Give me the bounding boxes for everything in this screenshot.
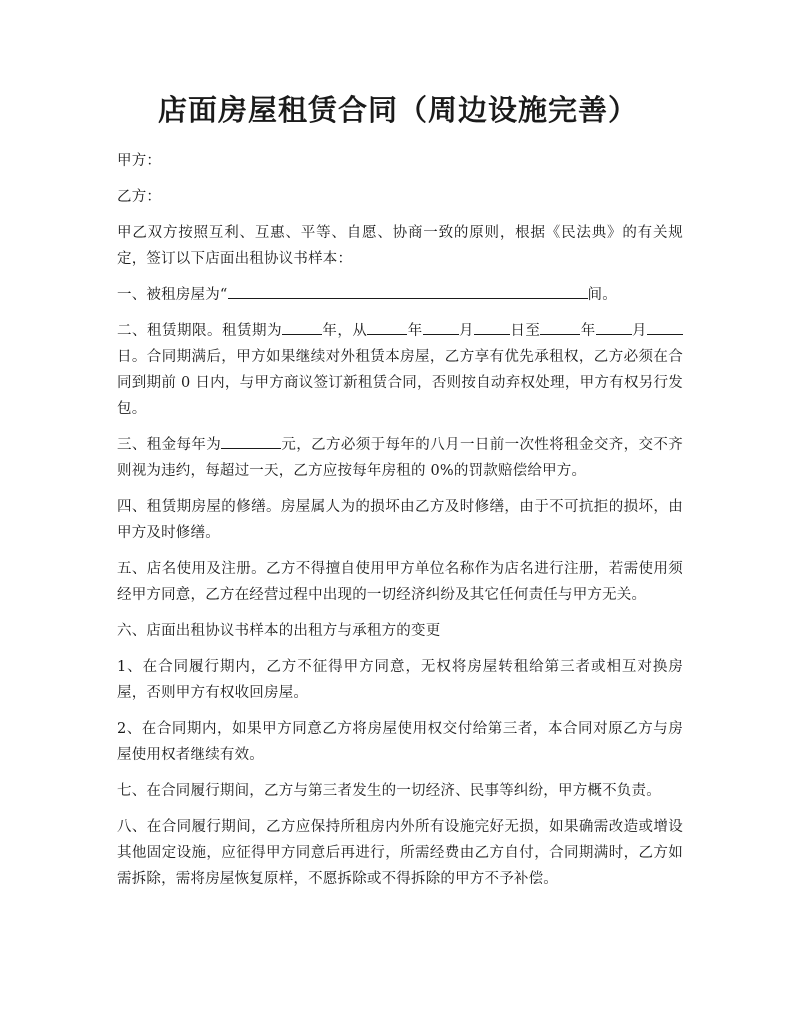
clause-4: 四、租赁期房屋的修缮。房屋属人为的损坏由乙方及时修缮，由于不可抗拒的损坏，由甲方及时修缮。 (117, 499, 683, 541)
end-day-blank[interactable] (647, 318, 683, 335)
clause-2-text-6: 年 (580, 323, 596, 339)
clause-2-text-5: 日至 (510, 323, 541, 339)
party-a-line: 甲方： (117, 153, 162, 169)
clause-7: 七、在合同履行期间，乙方与第三者发生的一切经济、民事等纠纷，甲方概不负责。 (117, 783, 661, 799)
clause-3 (117, 432, 683, 484)
clause-2-text-8: 日。合同期满后，甲方如果继续对外租赁本房屋，乙方享有优先承租权，乙方必须在合同到期前 0 日内，与甲方商议签订新租赁合同，否则按自动弃权处理，甲方有权另行发包。 (117, 349, 683, 417)
clause-6-item-2: 2、在合同期内，如果甲方同意乙方将房屋使用权交付给第三者，本合同对原乙方与房屋使用权者继续有效。 (117, 721, 683, 763)
end-month-blank[interactable] (596, 318, 632, 335)
party-b-line: 乙方： (117, 189, 162, 205)
house-location-blank[interactable] (228, 282, 588, 299)
start-day-blank[interactable] (474, 318, 510, 335)
start-month-blank[interactable] (423, 318, 459, 335)
document-body (117, 148, 683, 902)
clause-1-text-after: 间。 (587, 287, 617, 303)
clause-1-text-before: 一、被租房屋为“ (117, 287, 228, 303)
clause-2-text-2: 年，从 (322, 323, 368, 339)
clause-3-text-before: 三、租金每年为 (117, 437, 222, 453)
clause-2 (117, 318, 683, 422)
clause-8: 八、在合同履行期间，乙方应保持所租房内外所有设施完好无损，如果确需改造或增设其他固定设施，应征得甲方同意后再进行，所需经费由乙方自付，合同期满时，乙方如需拆除，需将房屋恢复原样，不愿拆除或不得拆除的甲方不予补偿。 (117, 819, 683, 887)
clause-3-text-after: 元，乙方必须于每年的八月一日前一次性将租金交齐，交不齐则视为违约，每超过一天，乙方应按每年房租的 0%的罚款赔偿给甲方。 (117, 437, 683, 479)
document-title: 店面房屋租赁合同（周边设施完善） (157, 93, 638, 127)
clause-2-text-7: 月 (631, 323, 648, 339)
clause-2-text-1: 二、租赁期限。租赁期为 (117, 323, 283, 339)
clause-6-item-1: 1、在合同履行期内，乙方不征得甲方同意，无权将房屋转租给第三者或相互对换房屋，否则甲方有权收回房屋。 (117, 659, 683, 701)
clause-2-text-4: 月 (458, 323, 475, 339)
intro-paragraph: 甲乙双方按照互利、互惠、平等、自愿、协商一致的原则，根据《民法典》的有关规定，签订以下店面出租协议书样本： (117, 225, 683, 267)
end-year-blank[interactable] (540, 318, 580, 335)
clause-2-text-3: 年 (407, 323, 423, 339)
clause-5: 五、店名使用及注册。乙方不得擅自使用甲方单位名称作为店名进行注册，若需使用须经甲方同意，乙方在经营过程中出现的一切经济纠纷及其它任何责任与甲方无关。 (117, 561, 683, 603)
clause-1 (117, 282, 683, 308)
start-year-blank[interactable] (367, 318, 407, 335)
annual-rent-blank[interactable] (221, 432, 281, 449)
clause-6: 六、店面出租协议书样本的出租方与承租方的变更 (117, 623, 441, 639)
lease-years-blank[interactable] (282, 318, 322, 335)
